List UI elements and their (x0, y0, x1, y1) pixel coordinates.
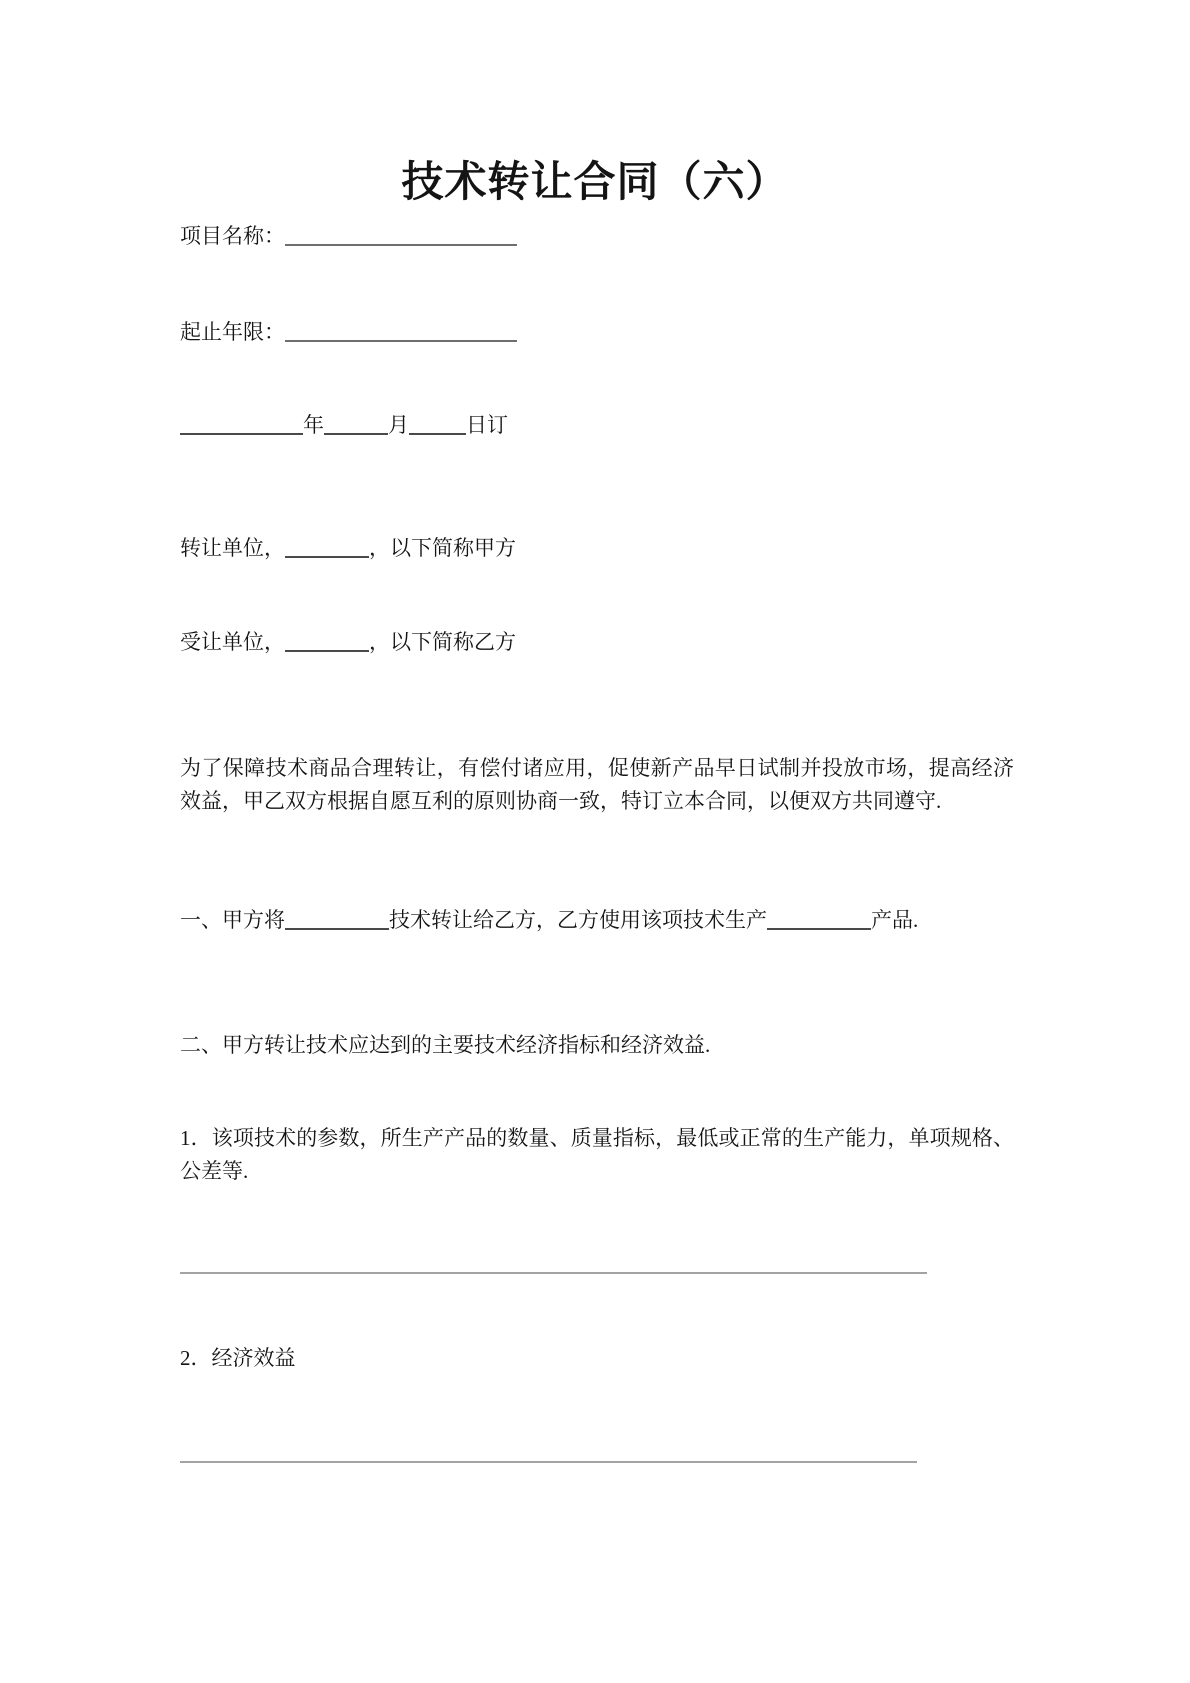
clause-one-lead: 一、甲方将 (180, 908, 285, 932)
date-year-label: 年 (303, 413, 324, 437)
party-b-blank (285, 629, 369, 652)
fill-in-line-1 (180, 1272, 927, 1274)
project-name-label: 项目名称： (180, 224, 285, 248)
party-a-suffix: 以下简称甲方 (390, 536, 516, 560)
party-b-suffix: 以下简称乙方 (390, 630, 516, 654)
page-title: 技术转让合同（六） (401, 160, 789, 206)
date-day-blank (409, 412, 466, 435)
party-a-row (180, 532, 516, 565)
party-b-row (180, 626, 516, 659)
item-one-paragraph: 1．该项技术的参数，所生产产品的数量、质量指标，最低或正常的生产能力，单项规格、公差等. (180, 1126, 1014, 1183)
party-a-comma: ， (369, 536, 390, 560)
preamble-paragraph: 为了保障技术商品合理转让，有偿付诸应用，促使新产品早日试制并投放市场，提高经济效益，甲乙双方根据自愿互利的原则协商一致，特订立本合同，以便双方共同遵守. (180, 756, 1014, 813)
party-a-blank (285, 535, 369, 558)
clause-one-row (180, 904, 918, 937)
clause-two-row: 二、甲方转让技术应达到的主要技术经济指标和经济效益. (180, 1033, 711, 1057)
date-day-label: 日订 (466, 413, 508, 437)
clause-one-blank-technology (285, 907, 389, 930)
date-row (180, 409, 508, 442)
date-year-blank (180, 412, 303, 435)
date-month-label: 月 (388, 413, 409, 437)
party-a-prefix: 转让单位， (180, 536, 285, 560)
duration-blank (285, 319, 517, 342)
party-b-prefix: 受让单位， (180, 630, 285, 654)
fill-in-line-2 (180, 1461, 917, 1463)
project-name-row (180, 220, 517, 253)
party-b-comma: ， (369, 630, 390, 654)
clause-one-blank-product (767, 907, 871, 930)
clause-one-middle: 技术转让给乙方，乙方使用该项技术生产 (389, 908, 767, 932)
duration-label: 起止年限： (180, 320, 285, 344)
date-month-blank (324, 412, 388, 435)
clause-one-tail: 产品. (871, 908, 919, 932)
project-name-blank (285, 223, 517, 246)
item-two-row: 2．经济效益 (180, 1346, 296, 1370)
duration-row (180, 316, 517, 349)
